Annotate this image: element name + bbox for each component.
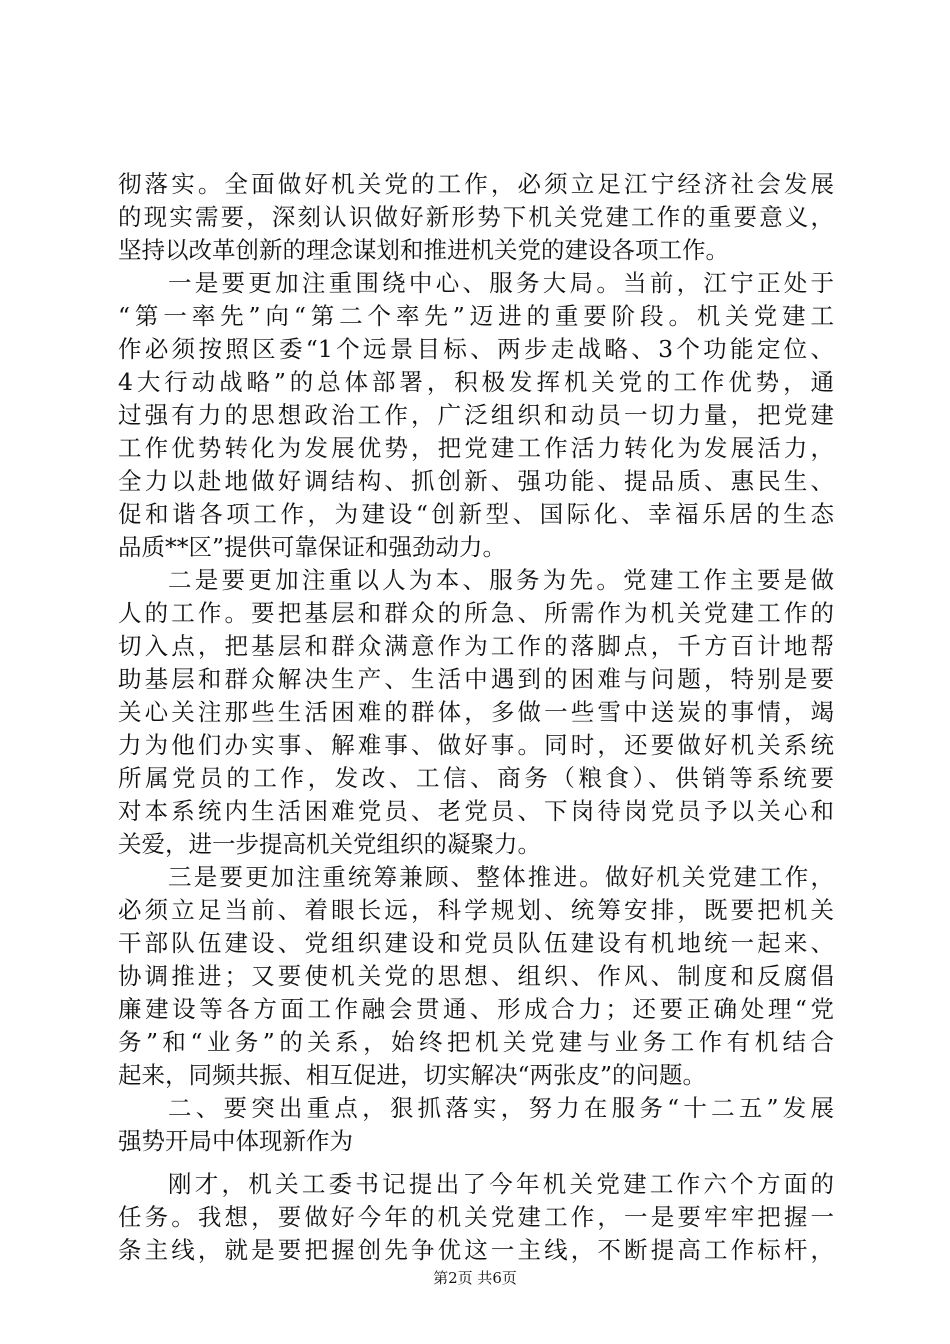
paragraph-line: 三是要更加注重统筹兼顾、整体推进。做好机关党建工作， bbox=[168, 863, 834, 891]
paragraph-line: 4大行动战略”的总体部署，积极发挥机关党的工作优势，通 bbox=[118, 368, 834, 396]
paragraph-line: 切入点，把基层和群众满意作为工作的落脚点，千方百计地帮 bbox=[118, 632, 834, 660]
paragraph-line: 全力以赴地做好调结构、抓创新、强功能、提品质、惠民生、 bbox=[118, 467, 834, 495]
paragraph-line: 对本系统内生活困难党员、老党员、下岗待岗党员予以关心和 bbox=[118, 797, 834, 825]
paragraph-line: 力为他们办实事、解难事、做好事。同时，还要做好机关系统 bbox=[118, 731, 834, 759]
document-body bbox=[118, 168, 834, 1267]
paragraph-line: 关心关注那些生活困难的群体，多做一些雪中送炭的事情，竭 bbox=[118, 698, 834, 726]
paragraph-line: 起来，同频共振、相互促进，切实解决“两张皮”的问题。 bbox=[118, 1061, 707, 1089]
paragraph-line: 刚才，机关工委书记提出了今年机关党建工作六个方面的 bbox=[168, 1170, 834, 1198]
paragraph-line: 干部队伍建设、党组织建设和党员队伍建设有机地统一起来、 bbox=[118, 929, 834, 957]
section-heading-line: 强势开局中体现新作为 bbox=[118, 1127, 353, 1155]
paragraph-line: 过强有力的思想政治工作，广泛组织和动员一切力量，把党建 bbox=[118, 401, 834, 429]
section-heading-line: 二、要突出重点，狠抓落实，努力在服务“十二五”发展 bbox=[168, 1094, 834, 1122]
paragraph-line: 品质**区”提供可靠保证和强劲动力。 bbox=[118, 533, 507, 561]
page-number-footer: 第2页 共6页 bbox=[433, 1269, 517, 1287]
paragraph-line: 必须立足当前、着眼长远，科学规划、统筹安排，既要把机关 bbox=[118, 896, 834, 924]
paragraph-line: 坚持以改革创新的理念谋划和推进机关党的建设各项工作。 bbox=[118, 236, 729, 264]
paragraph-line: 所属党员的工作，发改、工信、商务（粮食）、供销等系统要 bbox=[118, 764, 834, 792]
paragraph-line: 工作优势转化为发展优势，把党建工作活力转化为发展活力， bbox=[118, 434, 834, 462]
paragraph-line: 助基层和群众解决生产、生活中遇到的困难与问题，特别是要 bbox=[118, 665, 834, 693]
paragraph-line: 务”和“业务”的关系，始终把机关党建与业务工作有机结合 bbox=[118, 1028, 834, 1056]
paragraph-line: “第一率先”向“第二个率先”迈进的重要阶段。机关党建工 bbox=[118, 302, 834, 330]
paragraph-line: 彻落实。全面做好机关党的工作，必须立足江宁经济社会发展 bbox=[118, 170, 834, 198]
paragraph-line: 一是要更加注重围绕中心、服务大局。当前，江宁正处于 bbox=[168, 269, 834, 297]
paragraph-line: 促和谐各项工作，为建设“创新型、国际化、幸福乐居的生态 bbox=[118, 500, 834, 528]
paragraph-line: 廉建设等各方面工作融会贯通、形成合力；还要正确处理“党 bbox=[118, 995, 834, 1023]
paragraph-line: 关爱，进一步提高机关党组织的凝聚力。 bbox=[118, 830, 541, 858]
paragraph-line: 协调推进；又要使机关党的思想、组织、作风、制度和反腐倡 bbox=[118, 962, 834, 990]
paragraph-line: 人的工作。要把基层和群众的所急、所需作为机关党建工作的 bbox=[118, 599, 834, 627]
paragraph-line: 条主线，就是要把握创先争优这一主线，不断提高工作标杆， bbox=[118, 1236, 834, 1264]
paragraph-line: 任务。我想，要做好今年的机关党建工作，一是要牢牢把握一 bbox=[118, 1203, 834, 1231]
paragraph-line: 二是要更加注重以人为本、服务为先。党建工作主要是做 bbox=[168, 566, 834, 594]
paragraph-line: 的现实需要，深刻认识做好新形势下机关党建工作的重要意义， bbox=[118, 203, 834, 231]
paragraph-line: 作必须按照区委“1个远景目标、两步走战略、3个功能定位、 bbox=[118, 335, 834, 363]
